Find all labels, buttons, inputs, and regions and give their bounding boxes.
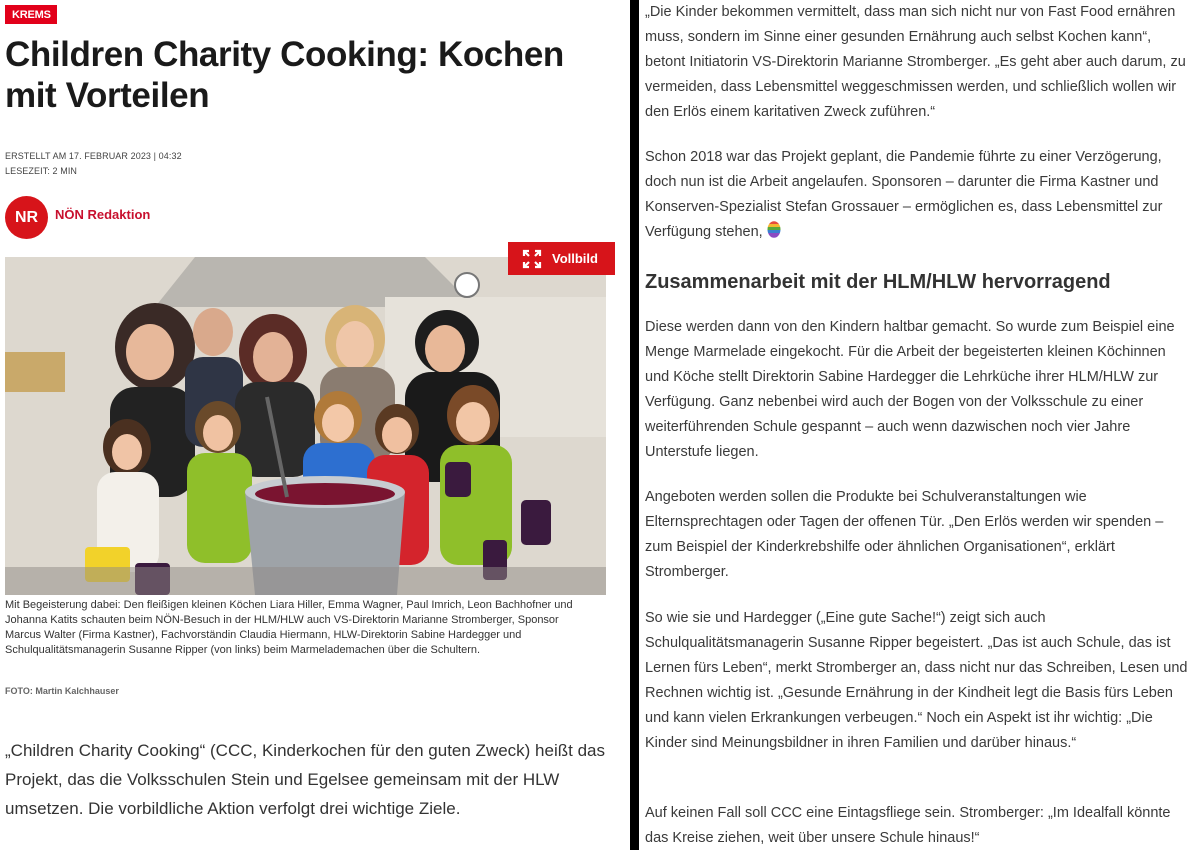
fullscreen-button[interactable] <box>508 242 615 275</box>
photo-credit-name: Martin Kalchhauser <box>35 686 119 696</box>
fullscreen-label: Vollbild <box>552 251 598 266</box>
body-paragraph-3: Diese werden dann von den Kindern haltbar gemacht. So wurde zum Beispiel eine Menge Marmelade eingekocht. Für die Arbeit der begeisterten kleinen Köchinnen und Köche stellt Direktorin Sabine Hardegger die Lehrküche ihrer HLM/HLW zur Verfügung. Ganz nebenbei wird auch der Bogen von der Volksschule zu einer weiterführenden Schule gespannt – auch wenn dazwischen noch vier Jahre Unterstufe liegen. <box>645 319 1175 460</box>
expand-icon <box>522 249 542 269</box>
section-heading: Zusammenarbeit mit der HLM/HLW hervorragend <box>645 271 1111 293</box>
created-date: ERSTELLT AM 17. FEBRUAR 2023 | 04:32 <box>5 151 182 161</box>
body-paragraph-6: Auf keinen Fall soll CCC eine Eintagsfliege sein. Stromberger: „Im Idealfall könnte das Kreise ziehen, weit über unsere Schule hinaus!“ <box>645 805 1171 846</box>
author-avatar[interactable]: NR <box>5 196 48 239</box>
body-paragraph-4: Angeboten werden sollen die Produkte bei Schulveranstaltungen wie Elternsprechtagen oder Tagen der offenen Tür. „Den Erlös werden wir spenden – zum Beispiel der Kinderkrebshilfe oder ähnlichen Organisationen“, erklärt Stromberger. <box>645 489 1164 580</box>
article-lead: „Children Charity Cooking“ (CCC, Kinderkochen für den guten Zweck) heißt das Projekt, das die Volksschulen Stein und Egelsee gemeinsam mit der HLW umsetzen. Die vorbildliche Aktion verfolgt drei wichtige Ziele. <box>5 741 605 818</box>
region-tag[interactable]: KREMS <box>5 5 57 24</box>
body-paragraph-2-text: Schon 2018 war das Projekt geplant, die Pandemie führte zu einer Verzögerung, doch nun ist die Arbeit angelaufen. Sponsoren – darunter die Firma Kastner und Konserven-Spezialist Stefan Grossauer – ermöglichen es, dass Lebensmittel zur Verfügung stehen, <box>645 149 1163 240</box>
body-paragraph-2 <box>645 145 1190 247</box>
body-paragraph-5: So wie sie und Hardegger („Eine gute Sache!“) zeigt sich auch Schulqualitätsmanagerin Susanne Ripper begeistert. „Das ist auch Schule, das ist Lernen fürs Leben“, merkt Stromberger an, dass nicht nur das Schreiben, Lesen und Rechnen wichtig ist. „Gesunde Ernährung in der Kindheit legt die Basis fürs Leben und kann vielen Erkrankungen verbeugen.“ Noch ein Aspekt ist ihr wichtig: „Die Kinder sind Meinungsbildner in ihren Familien und darüber hinaus.“ <box>645 610 1188 751</box>
photo-credit <box>5 686 119 696</box>
reading-time: LESEZEIT: 2 MIN <box>5 166 78 176</box>
column-divider <box>630 0 639 850</box>
article-headline: Children Charity Cooking: Kochen mit Vorteilen <box>5 35 564 115</box>
easter-egg-icon <box>767 220 781 247</box>
author-name[interactable]: NÖN Redaktion <box>55 207 151 222</box>
photo-caption: Mit Begeisterung dabei: Den fleißigen kleinen Köchen Liara Hiller, Emma Wagner, Paul Imrich, Leon Bachhofner und Johanna Katits schauten beim NÖN-Besuch in der HLM/HLW auch VS-Direktorin Marianne Stromberger, Sponsor Marcus Walter (Firma Kastner), Fachvorständin Claudia Hiermann, HLW-Direktorin Sabine Hardegger und Schulqualitätsmanagerin Susanne Ripper (von links) beim Marmelademachen über die Schultern. <box>5 599 573 656</box>
article-photo[interactable] <box>5 257 606 595</box>
photo-credit-label: FOTO: <box>5 686 33 696</box>
article-body-column <box>645 0 1194 850</box>
body-paragraph-1: „Die Kinder bekommen vermittelt, dass man sich nicht nur von Fast Food ernähren muss, sondern im Sinne einer gesunden Ernährung auch selbst Kochen kann“, betont Initiatorin VS-Direktorin Marianne Stromberger. „Es geht aber auch darum, zu vermeiden, dass Lebensmittel weggeschmissen werden, und schließlich wollen wir den Erlös einem karitativen Zweck zuführen.“ <box>645 4 1186 120</box>
